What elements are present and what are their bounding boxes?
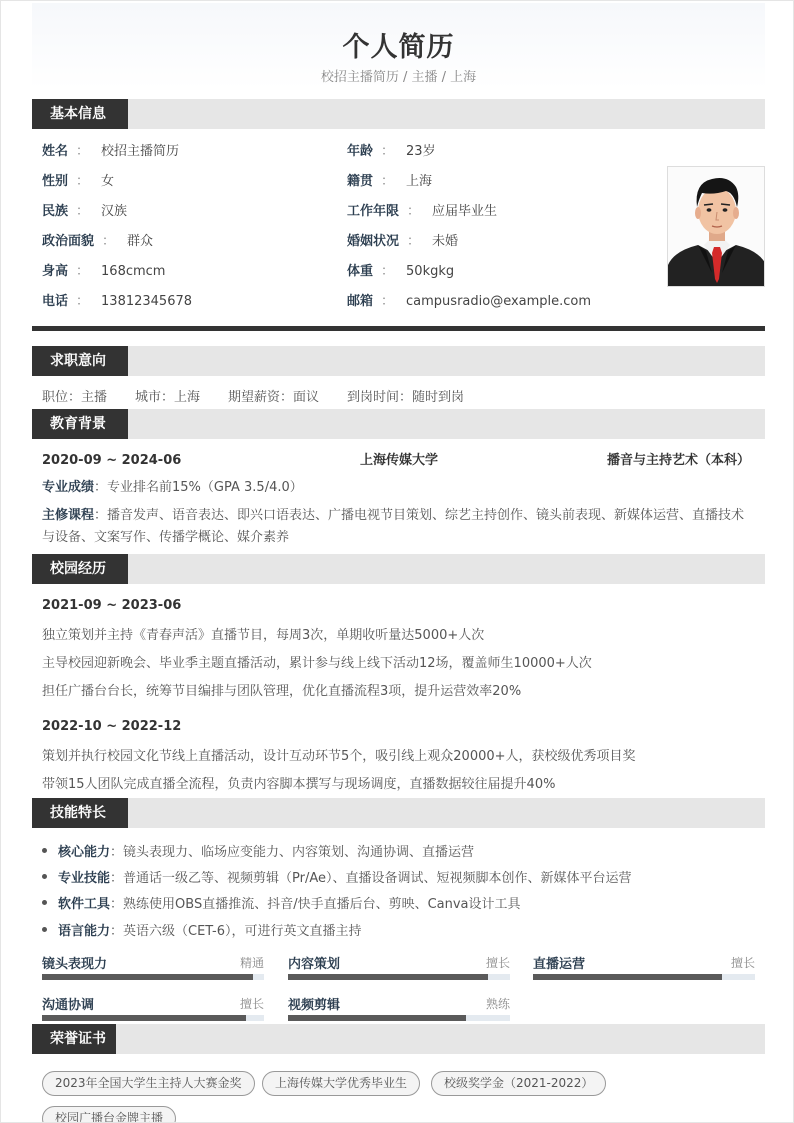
section-header-intent (32, 346, 765, 376)
info-height: 身高 ： 168cmcm (42, 264, 166, 279)
page-subtitle: 校招主播简历 / 主播 / 上海 (320, 70, 477, 85)
bullet-icon (42, 874, 47, 879)
section-title-education: 教育背景 (32, 409, 128, 439)
skill-bar: 内容策划 擅长 (288, 953, 510, 993)
education-school: 上海传媒大学 (360, 453, 439, 468)
skill-list-item: 软件工具：熟练使用OBS直播推流、抖音/快手直播后台、剪映、Canva设计工具 (42, 893, 521, 912)
campus-period-2: 2022-10 ~ 2022-12 (42, 719, 182, 734)
skill-bar: 镜头表现力 精通 (42, 953, 264, 993)
campus-period-1: 2021-09 ~ 2023-06 (42, 598, 182, 613)
campus-item: 担任广播台台长，统筹节目编排与团队管理，优化直播流程3项，提升运营效率20% (42, 684, 522, 699)
skill-bar-track (533, 974, 755, 980)
section-title-campus: 校园经历 (32, 554, 128, 584)
section-title-basic: 基本信息 (32, 99, 128, 129)
skill-list-item: 核心能力：镜头表现力、临场应变能力、内容策划、沟通协调、直播运营 (42, 841, 474, 860)
section-title-skills: 技能特长 (32, 798, 128, 828)
campus-item: 主导校园迎新晚会、毕业季主题直播活动，累计参与线上线下活动12场，覆盖师生10000+人次 (42, 656, 592, 671)
skill-bar: 直播运营 擅长 (533, 953, 755, 993)
section-header-education (32, 409, 765, 439)
bullet-icon (42, 900, 47, 905)
info-phone: 电话 ： 13812345678 (42, 294, 193, 309)
education-score: 专业成绩：专业排名前15%（GPA 3.5/4.0） (42, 480, 303, 495)
page-title: 个人简历 (342, 32, 455, 63)
resume-header (32, 3, 765, 89)
intent-city: 城市：上海 (135, 390, 201, 405)
skill-bar-fill (288, 974, 488, 980)
skill-list-item: 专业技能：普通话一级乙等、视频剪辑（Pr/Ae）、直播设备调试、短视频脚本创作、新媒体平台运营 (42, 867, 632, 886)
skill-bar: 沟通协调 擅长 (42, 994, 264, 1034)
section-divider (32, 326, 765, 331)
skill-bar-fill (288, 1015, 466, 1021)
intent-position: 职位：主播 (42, 390, 108, 405)
skill-bar-track (42, 1015, 264, 1021)
info-marital: 婚姻状况 ： 未婚 (347, 234, 459, 249)
info-political: 政治面貌 ： 群众 (42, 234, 154, 249)
section-header-honors (32, 1024, 765, 1054)
info-age: 年龄 ： 23岁 (347, 144, 436, 159)
info-hometown: 籍贯 ： 上海 (347, 174, 433, 189)
section-title-intent: 求职意向 (32, 346, 128, 376)
skill-bar-fill (42, 1015, 246, 1021)
info-weight: 体重 ： 50kgkg (347, 264, 455, 279)
section-header-basic (32, 99, 765, 129)
intent-arrival: 到岗时间：随时到岗 (347, 390, 465, 405)
education-major: 播音与主持艺术（本科） (606, 453, 750, 468)
section-header-campus (32, 554, 765, 584)
honor-badge: 校级奖学金（2021-2022） (431, 1071, 606, 1096)
info-email: 邮箱 ： campusradio@example.com (347, 294, 592, 309)
honor-badge: 校园广播台金牌主播 (42, 1106, 176, 1123)
skill-list-item: 语言能力：英语六级（CET-6），可进行英文直播主持 (42, 920, 362, 939)
skill-bar-track (288, 1015, 510, 1021)
education-row (42, 451, 750, 471)
skill-bar: 视频剪辑 熟练 (288, 994, 510, 1034)
bullet-icon (42, 927, 47, 932)
honor-badge: 上海传媒大学优秀毕业生 (262, 1071, 420, 1096)
skill-bar-fill (42, 974, 253, 980)
campus-item: 带领15人团队完成直播全流程，负责内容脚本撰写与现场调度，直播数据较往届提升40% (42, 777, 556, 792)
campus-item: 独立策划并主持《青春声活》直播节目，每周3次，单期收听量达5000+人次 (42, 628, 485, 643)
education-period: 2020-09 ~ 2024-06 (42, 453, 182, 468)
campus-item: 策划并执行校园文化节线上直播活动，设计互动环节5个，吸引线上观众20000+人，获校级优秀项目奖 (42, 749, 636, 764)
section-header-skills (32, 798, 765, 828)
education-courses: 主修课程：播音发声、语音表达、即兴口语表达、广播电视节目策划、综艺主持创作、镜头前表现、新媒体运营、直播技术与设备、文案写作、传播学概论、媒介素养 (42, 508, 745, 545)
skill-bar-track (42, 974, 264, 980)
info-gender: 性别 ： 女 (42, 174, 115, 189)
intent-salary: 期望薪资：面议 (228, 390, 320, 405)
job-intent-row (42, 388, 492, 408)
skill-bar-track (288, 974, 510, 980)
avatar-photo (667, 166, 765, 287)
bullet-icon (42, 848, 47, 853)
info-work-years: 工作年限 ： 应届毕业生 (347, 204, 498, 219)
skill-bar-fill (533, 974, 722, 980)
info-name: 姓名 ： 校招主播简历 (42, 144, 180, 159)
honor-badge: 2023年全国大学生主持人大赛金奖 (42, 1071, 255, 1096)
section-title-honors: 荣誉证书 (32, 1024, 116, 1054)
info-ethnicity: 民族 ： 汉族 (42, 204, 128, 219)
person-portrait-icon (668, 167, 765, 287)
